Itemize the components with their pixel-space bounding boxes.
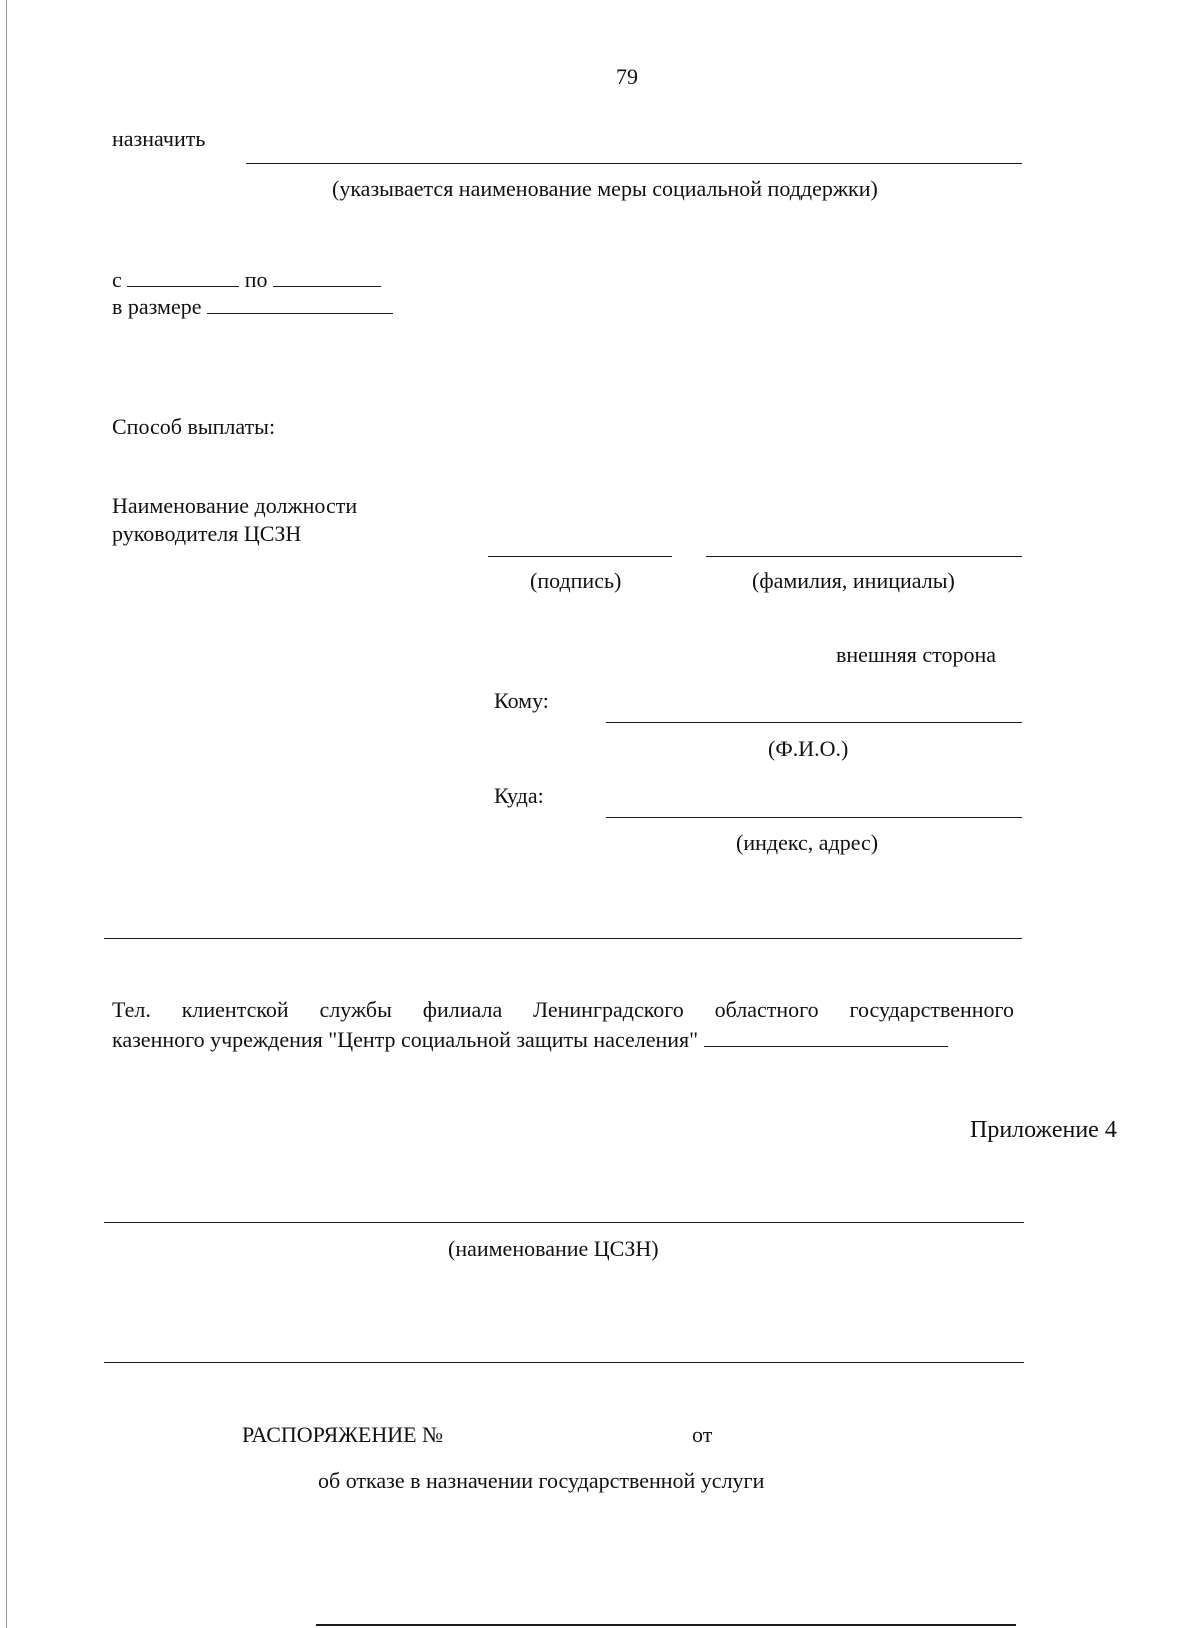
appendix-title: Приложение 4 — [970, 1117, 1117, 1143]
name-initials-caption: (фамилия, инициалы) — [752, 568, 955, 593]
envelope-to-caption: (Ф.И.О.) — [768, 736, 849, 761]
head-position-line1: Наименование должности — [112, 493, 358, 518]
phone-line2: казенного учреждения "Центр социальной защиты населения" — [112, 1027, 699, 1052]
head-position-line2: руководителя ЦСЗН — [112, 521, 302, 546]
assign-label: назначить — [112, 126, 206, 151]
amount-row — [112, 295, 393, 318]
envelope-where-label: Куда: — [494, 783, 544, 808]
amount-field[interactable] — [207, 295, 393, 314]
amount-label: в размере — [112, 294, 202, 319]
section-separator — [104, 938, 1022, 939]
phone-line1: Тел. клиентской службы филиала Ленинградского областного государственного — [112, 997, 1014, 1022]
signature-caption: (подпись) — [530, 568, 622, 593]
order-subject: об отказе в назначении государственной услуги — [318, 1468, 765, 1493]
org-name-line[interactable] — [104, 1222, 1024, 1223]
assign-measure-line[interactable] — [246, 163, 1022, 164]
payment-method-label: Способ выплаты: — [112, 414, 276, 439]
scan-edge-left — [6, 0, 7, 1628]
envelope-side-label: внешняя сторона — [836, 642, 997, 667]
period-row — [112, 268, 381, 291]
phone-line2-row — [112, 1028, 948, 1051]
envelope-where-caption: (индекс, адрес) — [736, 830, 879, 855]
signature-line[interactable] — [488, 556, 672, 557]
phone-number-field[interactable] — [704, 1028, 948, 1047]
envelope-to-line[interactable] — [606, 722, 1022, 723]
page-number: 79 — [616, 64, 638, 89]
period-from-field[interactable] — [127, 268, 239, 287]
order-from-label: от — [692, 1422, 713, 1447]
order-label: РАСПОРЯЖЕНИЕ № — [242, 1422, 444, 1447]
assign-measure-caption: (указывается наименование меры социальной поддержки) — [332, 176, 878, 201]
period-to-field[interactable] — [273, 268, 381, 287]
period-to-label: по — [244, 267, 268, 292]
name-initials-line[interactable] — [706, 556, 1022, 557]
bottom-edge-line — [316, 1624, 1016, 1626]
envelope-to-label: Кому: — [494, 688, 549, 713]
org-name-caption: (наименование ЦСЗН) — [448, 1236, 659, 1261]
envelope-where-line[interactable] — [606, 817, 1022, 818]
second-separator — [104, 1362, 1024, 1363]
period-from-label: с — [112, 267, 122, 292]
